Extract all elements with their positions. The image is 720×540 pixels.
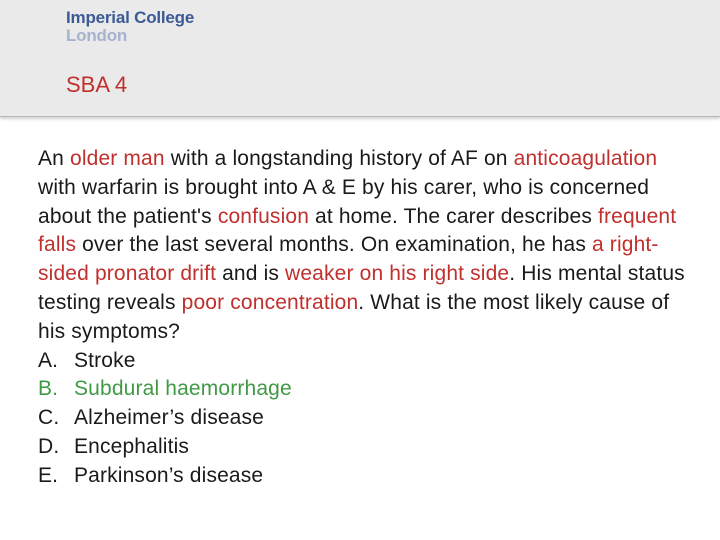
option-text: Stroke xyxy=(74,348,136,372)
option-d xyxy=(38,433,698,462)
question-highlight: frequent falls xyxy=(38,204,677,257)
question-segment: at home. The carer describes xyxy=(309,204,598,228)
question-segment: with a longstanding history of AF on xyxy=(164,147,514,170)
option-b xyxy=(38,375,698,404)
option-text: Encephalitis xyxy=(74,434,190,458)
option-letter: E. xyxy=(38,463,59,487)
question-highlight: older man xyxy=(69,147,165,170)
option-e xyxy=(38,462,698,491)
logo-line-1: Imperial College xyxy=(66,8,195,27)
answer-options xyxy=(38,347,698,491)
question-highlight: poor concentration xyxy=(181,290,359,314)
question-segment: An xyxy=(38,147,70,170)
question-highlight: anticoagulation xyxy=(513,147,658,170)
question-highlight: weaker on his right side xyxy=(285,262,510,286)
question-segment: and is xyxy=(216,262,286,286)
option-letter: A. xyxy=(38,348,59,372)
option-text: Subdural haemorrhage xyxy=(74,377,292,401)
imperial-college-logo xyxy=(66,9,194,45)
question-text xyxy=(38,145,698,347)
option-a xyxy=(38,347,698,376)
option-letter: B. xyxy=(38,377,59,401)
question-segment: . His mental status testing reveals xyxy=(38,262,685,314)
question-segment: over the last several months. On examination, he has xyxy=(76,233,592,257)
option-c xyxy=(38,404,698,433)
option-text: Parkinson’s disease xyxy=(74,463,264,487)
option-letter: D. xyxy=(38,434,60,458)
option-letter: C. xyxy=(38,406,60,430)
slide-content xyxy=(38,145,698,491)
question-segment: with warfarin is brought into A & E by his carer, who is concerned about the patient's xyxy=(38,175,650,228)
question-highlight: a right-sided pronator drift xyxy=(38,233,659,286)
question-segment: . What is the most likely cause of his symptoms? xyxy=(38,290,670,343)
slide-header xyxy=(0,0,720,117)
logo-line-2: London xyxy=(66,26,128,45)
question-highlight: confusion xyxy=(217,204,310,228)
option-text: Alzheimer’s disease xyxy=(74,406,264,430)
slide-title: SBA 4 xyxy=(66,72,128,97)
